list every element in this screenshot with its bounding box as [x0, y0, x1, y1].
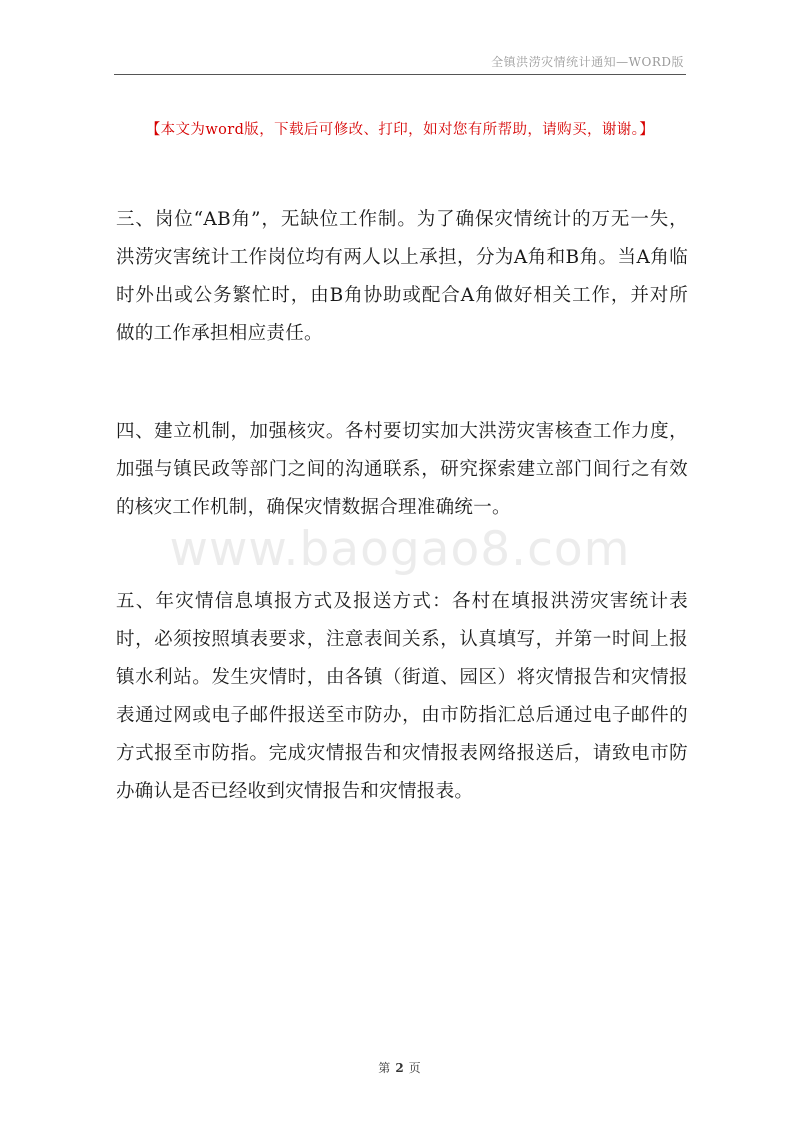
header-divider — [114, 74, 686, 75]
page-number-value: 2 — [395, 1061, 405, 1075]
page-number-suffix: 页 — [408, 1061, 422, 1075]
paragraph-section-5: 五、年灾情信息填报方式及报送方式：各村在填报洪涝灾害统计表时，必须按照填表要求，注意表间关系，认真填写，并第一时间上报镇水利站。发生灾情时，由各镇（街道、园区）将灾情报告和灾情报表通过网或电子邮件报送至市防办，由市防指汇总后通过电子邮件的方式报至市防指。完成灾情报告和灾情报表网络报送后，请致电市防办确认是否已经收到灾情报告和灾情报表。 — [116, 591, 688, 802]
page-number — [0, 1059, 800, 1076]
page-number-prefix: 第 — [378, 1061, 392, 1075]
paragraph-section-3: 三、岗位“AB角”，无缺位工作制。为了确保灾情统计的万无一失，洪涝灾害统计工作岗位均有两人以上承担，分为A角和B角。当A角临时外出或公务繁忙时，由B角协助或配合A角做好相关工作，并对所做的工作承担相应责任。 — [116, 209, 688, 344]
watermark: www.baogao8.com — [169, 522, 631, 577]
header-title: 全镇洪涝灾情统计通知—WORD版 — [491, 55, 684, 69]
paragraph-section-4: 四、建立机制，加强核灾。各村要切实加大洪涝灾害核查工作力度，加强与镇民政等部门之间的沟通联系，研究探索建立部门间行之有效的核灾工作机制，确保灾情数据合理准确统一。 — [116, 421, 688, 518]
download-notice: 【本文为word版，下载后可修改、打印，如对您有所帮助，请购买，谢谢。】 — [145, 122, 655, 138]
